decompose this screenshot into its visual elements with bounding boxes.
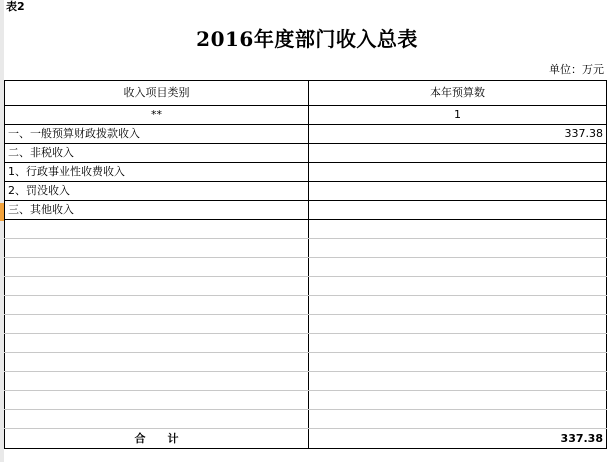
- empty-row: [5, 239, 607, 258]
- table-row: [5, 144, 607, 163]
- empty-cell[interactable]: [309, 353, 607, 372]
- empty-row: [5, 334, 607, 353]
- row-value-non-tax[interactable]: [309, 144, 607, 163]
- empty-cell[interactable]: [309, 372, 607, 391]
- empty-cell[interactable]: [309, 277, 607, 296]
- empty-cell[interactable]: [5, 296, 309, 315]
- empty-row: [5, 315, 607, 334]
- empty-row: [5, 220, 607, 239]
- income-table: [4, 80, 607, 449]
- page-title: 2016年度部门收入总表: [196, 27, 418, 51]
- empty-cell[interactable]: [309, 391, 607, 410]
- empty-cell[interactable]: [309, 410, 607, 429]
- total-row: [5, 429, 607, 449]
- row-label-fines[interactable]: 2、罚没收入: [5, 182, 309, 201]
- header-budget[interactable]: 本年预算数: [309, 81, 607, 106]
- sheet-label: 表2: [6, 0, 25, 13]
- code-cell[interactable]: 1: [309, 106, 607, 125]
- code-row: [5, 106, 607, 125]
- empty-cell[interactable]: [5, 277, 309, 296]
- empty-cell[interactable]: [309, 315, 607, 334]
- empty-cell[interactable]: [5, 315, 309, 334]
- row-value-fines[interactable]: [309, 182, 607, 201]
- empty-row: [5, 296, 607, 315]
- row-label-general-budget[interactable]: 一、一般预算财政拨款收入: [5, 125, 309, 144]
- empty-cell[interactable]: [309, 220, 607, 239]
- table-row: [5, 125, 607, 144]
- empty-row: [5, 372, 607, 391]
- empty-row: [5, 258, 607, 277]
- empty-cell[interactable]: [5, 220, 309, 239]
- total-label[interactable]: [5, 429, 309, 449]
- unit-label: 单位：万元: [549, 63, 604, 76]
- code-cell[interactable]: **: [5, 106, 309, 125]
- empty-cell[interactable]: [5, 372, 309, 391]
- empty-row: [5, 410, 607, 429]
- row-value-admin-fees[interactable]: [309, 163, 607, 182]
- empty-cell[interactable]: [5, 258, 309, 277]
- empty-cell[interactable]: [5, 391, 309, 410]
- header-category[interactable]: 收入项目类别: [5, 81, 309, 106]
- empty-cell[interactable]: [5, 239, 309, 258]
- empty-row: [5, 353, 607, 372]
- header-row: [5, 81, 607, 106]
- row-label-non-tax[interactable]: 二、非税收入: [5, 144, 309, 163]
- total-value[interactable]: 337.38: [309, 429, 607, 449]
- empty-cell[interactable]: [309, 334, 607, 353]
- table-row: [5, 163, 607, 182]
- empty-row: [5, 277, 607, 296]
- empty-cell[interactable]: [309, 296, 607, 315]
- row-value-other[interactable]: [309, 201, 607, 220]
- empty-cell[interactable]: [5, 353, 309, 372]
- row-label-admin-fees[interactable]: 1、行政事业性收费收入: [5, 163, 309, 182]
- table-row: [5, 182, 607, 201]
- empty-row: [5, 391, 607, 410]
- empty-cell[interactable]: [5, 334, 309, 353]
- empty-cell[interactable]: [309, 239, 607, 258]
- empty-cell[interactable]: [309, 258, 607, 277]
- row-label-other[interactable]: 三、其他收入: [5, 201, 309, 220]
- table-row: [5, 201, 607, 220]
- row-value-general-budget[interactable]: 337.38: [309, 125, 607, 144]
- total-label-text: 合 计: [134, 431, 179, 445]
- empty-cell[interactable]: [5, 410, 309, 429]
